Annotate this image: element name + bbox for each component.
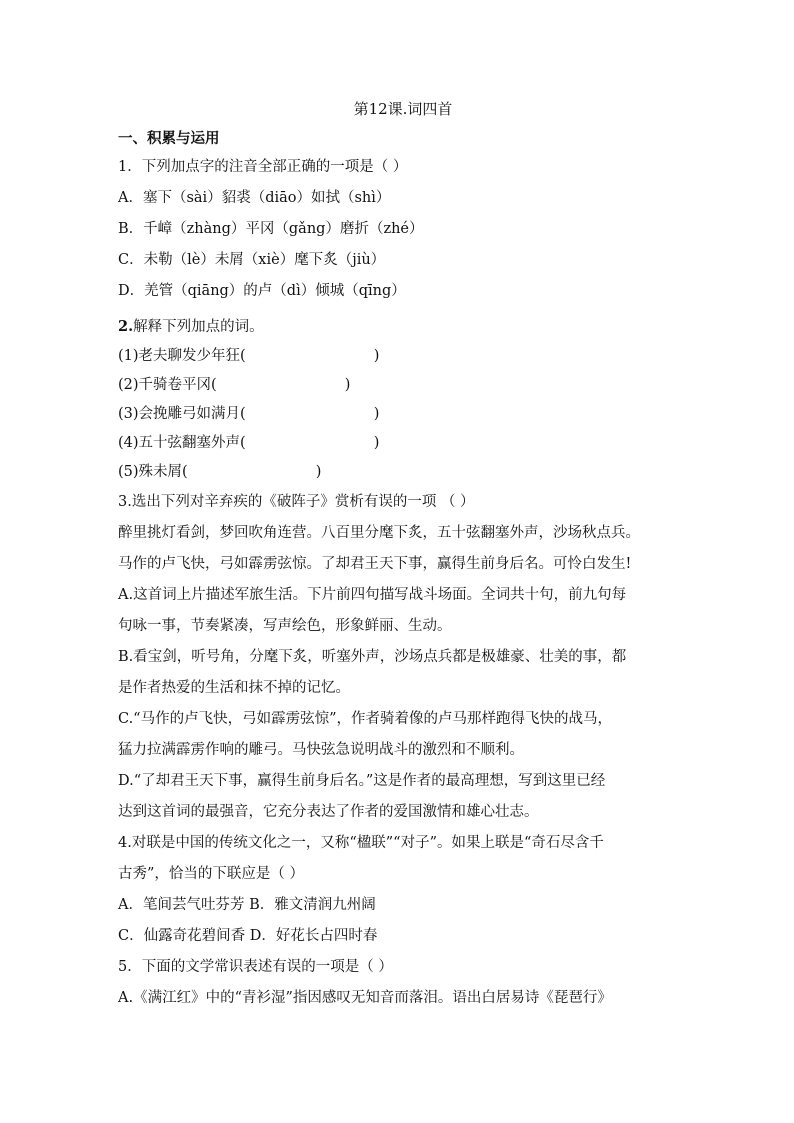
question-3-option-d: D.“了却君王天下事，赢得生前身后名。”这是作者的最高理想，写到这里已经 bbox=[118, 773, 606, 789]
close-paren: ) bbox=[344, 377, 351, 393]
item-text: (2)千骑卷平冈( bbox=[118, 377, 217, 393]
question-1-option-d: D．羌管（qiāng）的卢（dì）倾城（qīng） bbox=[118, 283, 406, 299]
page-title: 第12课.词四首 bbox=[353, 100, 453, 118]
poem-line: 马作的卢飞快，弓如霹雳弦惊。了却君王天下事，赢得生前身后名。可怜白发生! bbox=[118, 556, 632, 572]
question-1-stem: 1．下列加点字的注音全部正确的一项是（ ） bbox=[118, 159, 408, 175]
question-3-option-a: A.这首词上片描述军旅生活。下片前四句描写战斗场面。全词共十句，前九句每 bbox=[118, 587, 627, 603]
question-3-stem: 3.选出下列对辛弃疾的《破阵子》赏析有误的一项 （ ） bbox=[118, 494, 475, 510]
question-4-options-ab: A．笔间芸气吐芬芳 B．雅文清润九州阔 bbox=[118, 897, 376, 913]
close-paren: ) bbox=[373, 406, 380, 422]
question-2-item bbox=[118, 342, 688, 371]
question-2-item bbox=[118, 371, 688, 400]
question-2-stem bbox=[118, 311, 688, 342]
question-2-item bbox=[118, 429, 688, 458]
item-text: (3)会挽雕弓如满月( bbox=[118, 406, 246, 422]
question-2-item bbox=[118, 400, 688, 429]
worksheet-page bbox=[118, 98, 688, 1014]
section-heading: 一、积累与运用 bbox=[118, 130, 220, 147]
question-3-option-a-cont: 句咏一事，节奏紧凑，写声绘色，形象鲜丽、生动。 bbox=[118, 618, 452, 634]
question-3-option-b: B.看宝剑，听号角，分麾下炙，听塞外声，沙场点兵都是极雄豪、壮美的事，都 bbox=[118, 649, 627, 665]
item-text: (5)殊未屑( bbox=[118, 464, 188, 480]
close-paren: ) bbox=[373, 348, 380, 364]
question-1-option-c: C．未勒（lè）未屑（xiè）麾下炙（jiù） bbox=[118, 252, 386, 268]
question-5-option-a: A.《满江红》中的“青衫湿”指因感叹无知音而落泪。语出白居易诗《琵琶行》 bbox=[118, 990, 612, 1006]
poem-line: 醉里挑灯看剑，梦回吹角连营。八百里分麾下炙，五十弦翻塞外声，沙场秋点兵。 bbox=[118, 525, 640, 541]
close-paren: ) bbox=[315, 464, 322, 480]
question-1-option-b: B．千嶂（zhàng）平冈（gǎng）磨折（zhé） bbox=[118, 221, 424, 237]
question-2-text: 解释下列加点的词。 bbox=[133, 319, 264, 335]
question-3-option-c: C.“马作的卢飞快，弓如霹雳弦惊”，作者骑着像的卢马那样跑得飞快的战马， bbox=[118, 711, 613, 727]
item-text: (4)五十弦翻塞外声( bbox=[118, 435, 246, 451]
question-4-options-cd: C．仙露奇花碧间香 D．好花长占四时春 bbox=[118, 928, 378, 944]
question-2-item bbox=[118, 458, 688, 487]
question-3-option-d-cont: 达到这首词的最强音，它充分表达了作者的爱国激情和雄心壮志。 bbox=[118, 804, 539, 820]
question-5-stem: 5．下面的文学常识表述有误的一项是（ ） bbox=[118, 959, 393, 975]
question-3-option-c-cont: 猛力拉满霹雳作响的雕弓。马快弦急说明战斗的激烈和不顺利。 bbox=[118, 742, 524, 758]
question-2-number: 2. bbox=[118, 318, 134, 335]
question-3-option-b-cont: 是作者热爱的生活和抹不掉的记忆。 bbox=[118, 680, 350, 696]
question-4-stem-cont: 古秀”，恰当的下联应是（ ） bbox=[118, 866, 305, 882]
question-1-option-a: A．塞下（sài）貂裘（diāo）如拭（shì） bbox=[118, 190, 391, 206]
item-text: (1)老夫聊发少年狂( bbox=[118, 348, 246, 364]
close-paren: ) bbox=[373, 435, 380, 451]
question-4-stem: 4.对联是中国的传统文化之一，又称“楹联”“对子”。如果上联是“奇石尽含千 bbox=[118, 835, 604, 851]
